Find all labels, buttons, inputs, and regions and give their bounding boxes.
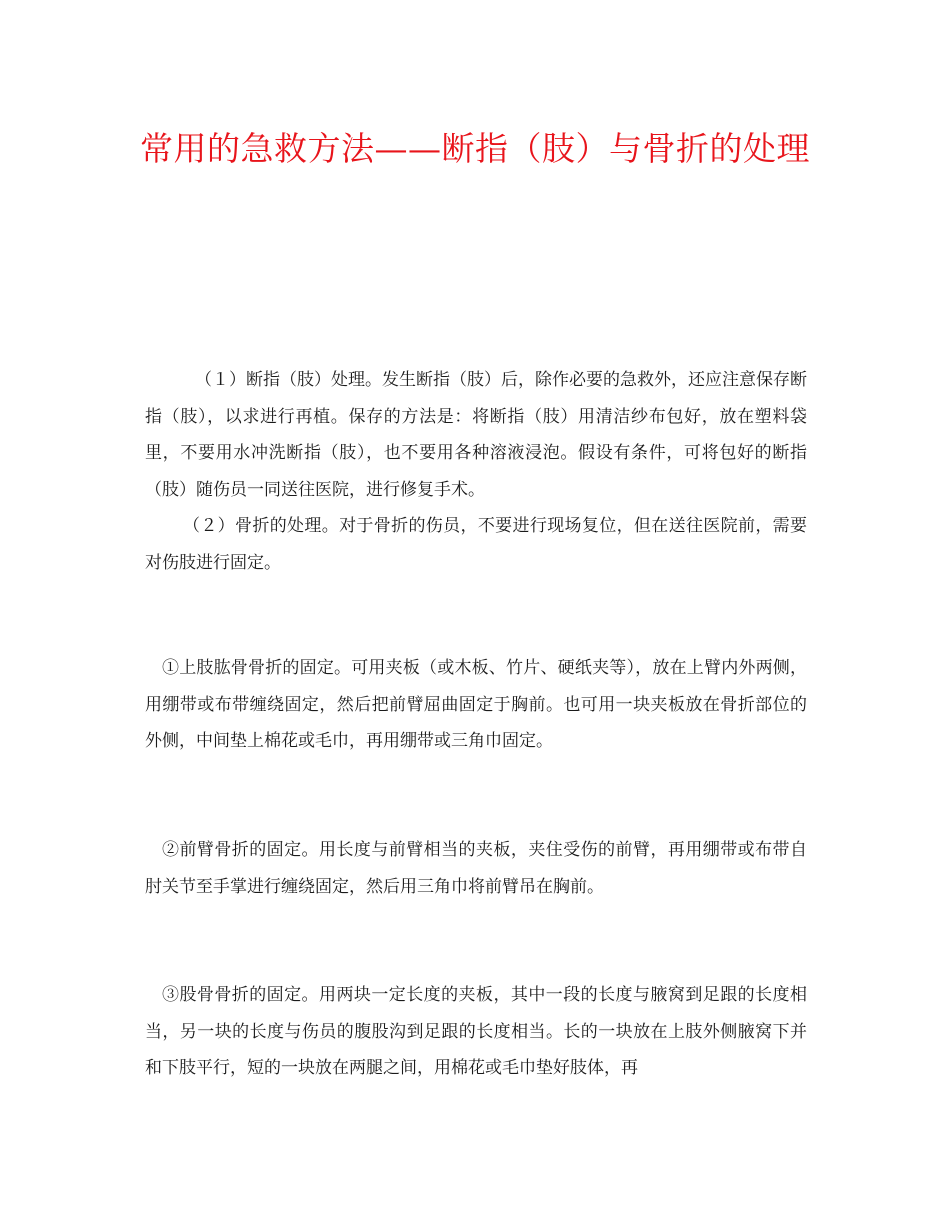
paragraph-fracture-handling: （２）骨折的处理。对于骨折的伤员，不要进行现场复位，但在送往医院前，需要对伤肢进行固定。 xyxy=(145,516,807,573)
paragraph-forearm-fracture: ②前臂骨折的固定。用长度与前臂相当的夹板，夹住受伤的前臂，再用绷带或布带自肘关节至手掌进行缠绕固定，然后用三角巾将前臂吊在胸前。 xyxy=(145,840,807,897)
paragraph-finger-amputation: （１）断指（肢）处理。发生断指（肢）后，除作必要的急救外，还应注意保存断指（肢），以求进行再植。保存的方法是：将断指（肢）用清洁纱布包好，放在塑料袋里，不要用水冲洗断指（肢），也不要用各种溶液浸泡。假设有条件，可将包好的断指（肢）随伤员一同送往医院，进行修复手术。 xyxy=(145,370,807,500)
paragraph-humerus-fracture: ①上肢肱骨骨折的固定。可用夹板（或木板、竹片、硬纸夹等），放在上臂内外两侧，用绷带或布带缠绕固定，然后把前臂屈曲固定于胸前。也可用一块夹板放在骨折部位的外侧，中间垫上棉花或毛巾，再用绷带或三角巾固定。 xyxy=(145,658,807,751)
document-title: 常用的急救方法——断指（肢）与骨折的处理 xyxy=(140,129,810,168)
paragraph-femur-fracture: ③股骨骨折的固定。用两块一定长度的夹板，其中一段的长度与腋窝到足跟的长度相当，另一块的长度与伤员的腹股沟到足跟的长度相当。长的一块放在上肢外侧腋窝下并和下肢平行，短的一块放在两腿之间，用棉花或毛巾垫好肢体，再 xyxy=(145,985,807,1078)
